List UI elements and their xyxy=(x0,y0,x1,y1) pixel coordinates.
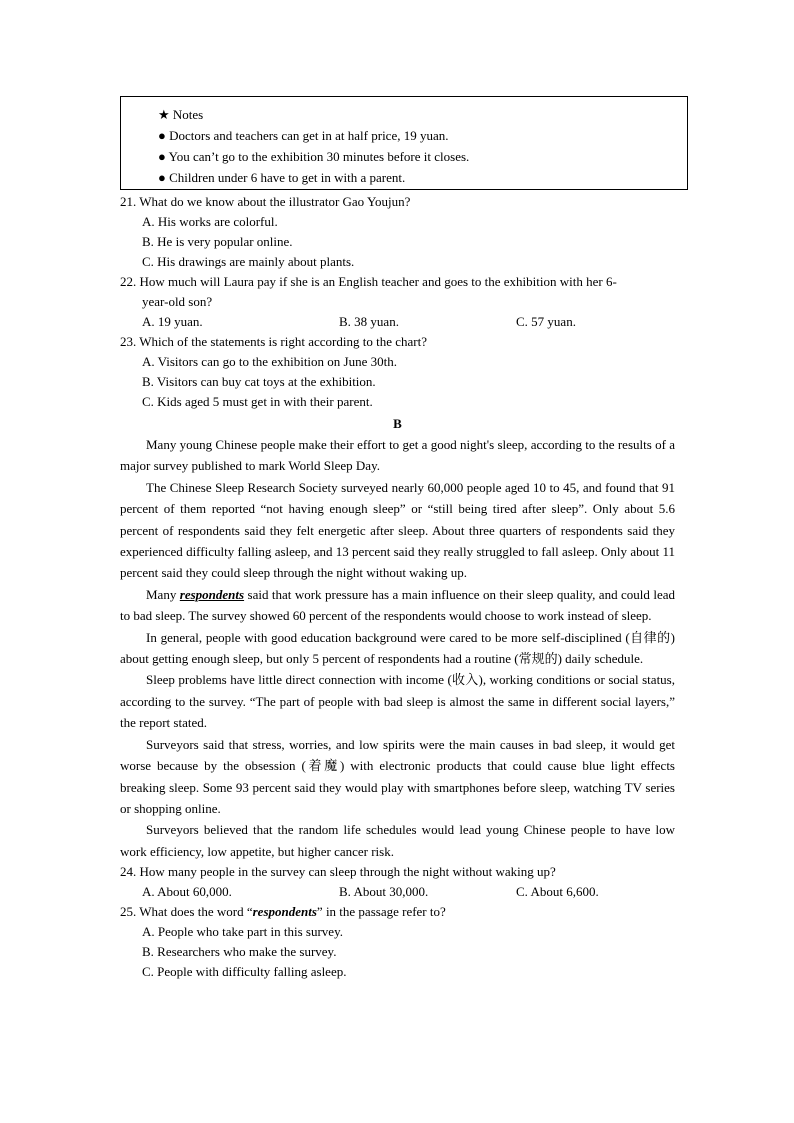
section-heading: B xyxy=(393,416,402,431)
option-b: B. About 30,000. xyxy=(339,884,429,900)
option-c: C. Kids aged 5 must get in with their parent. xyxy=(142,394,373,409)
question-stem-continued: year-old son? xyxy=(142,294,213,309)
option-a: A. About 60,000. xyxy=(142,884,232,900)
notes-item: ● You can’t go to the exhibition 30 minutes before it closes. xyxy=(158,149,470,164)
passage-paragraph xyxy=(120,584,675,627)
option-c: C. 57 yuan. xyxy=(516,314,576,329)
question-22 xyxy=(120,272,675,332)
question-stem: 22. How much will Laura pay if she is an English teacher and goes to the exhibition with her 6- xyxy=(120,274,617,289)
question-24 xyxy=(120,862,675,902)
passage-paragraph: Surveyors said that stress, worries, and low spirits were the main causes in bad sleep, it would get worse because by the obsession (着魔) with electronic products that could cause blue light effects breaking sleep. Some 93 percent said they would play with smartphones before sleep, watching TV series or shopping online. xyxy=(120,736,675,816)
option-b: B. Researchers who make the survey. xyxy=(142,944,337,960)
options-row xyxy=(120,882,675,902)
option-a: A. Visitors can go to the exhibition on June 30th. xyxy=(142,354,397,369)
passage-paragraph: In general, people with good education background were cared to be more self-disciplined (自律的) about getting enough sleep, but only 5 percent of respondents had a routine (常规的) daily schedule. xyxy=(120,629,675,667)
main-content xyxy=(120,192,675,982)
notes-item: ● Doctors and teachers can get in at half price, 19 yuan. xyxy=(158,128,449,143)
passage-text: said that work pressure has a main influence on their sleep quality, and could lead to bad sleep. The survey showed 60 percent of the respondents would choose to work instead of sleep. xyxy=(120,586,675,624)
passage-paragraph: Surveyors believed that the random life schedules would lead young Chinese people to have low work efficiency, low appetite, but higher cancer risk. xyxy=(120,822,675,859)
passage-text: Many xyxy=(146,586,180,602)
option-b: B. He is very popular online. xyxy=(142,234,293,249)
option-b: B. Visitors can buy cat toys at the exhibition. xyxy=(142,374,376,389)
question-stem-text: 25. What does the word “ xyxy=(120,904,253,920)
options-row xyxy=(120,312,675,332)
option-c: C. About 6,600. xyxy=(516,884,599,900)
notes-item: ● Children under 6 have to get in with a parent. xyxy=(158,170,406,185)
passage-paragraph: The Chinese Sleep Research Society surveyed nearly 60,000 people aged 10 to 45, and found that 91 percent of them reported “not having enough sleep” or “still being tired after sleep”. Only about 5.6 percent of respondents said they felt energetic after sleep. About three quarters of respondents said they experienced difficulty falling asleep, and 13 percent said they really struggled to fall asleep. Only about 11 percent said they could sleep through the night without waking up. xyxy=(120,479,675,581)
passage-paragraph: Sleep problems have little direct connection with income (收入), working conditions or social status, according to the survey. “The part of people with bad sleep is almost the same in different social layers,” the report stated. xyxy=(120,672,675,731)
notes-box xyxy=(120,96,688,190)
keyword-respondents: respondents xyxy=(252,904,317,920)
keyword-respondents: respondents xyxy=(179,586,245,602)
option-a: A. People who take part in this survey. xyxy=(142,924,343,940)
option-b: B. 38 yuan. xyxy=(339,314,399,329)
question-23 xyxy=(120,332,675,412)
question-25 xyxy=(120,902,675,982)
question-stem xyxy=(120,902,675,922)
question-stem: 24. How many people in the survey can sleep through the night without waking up? xyxy=(120,864,556,880)
question-stem: 23. Which of the statements is right according to the chart? xyxy=(120,334,427,349)
option-a: A. 19 yuan. xyxy=(142,314,203,329)
option-a: A. His works are colorful. xyxy=(142,214,278,229)
notes-title: ★ Notes xyxy=(158,107,204,122)
question-21 xyxy=(120,192,675,272)
passage-paragraph: Many young Chinese people make their effort to get a good night's sleep, according to the results of a major survey published to mark World Sleep Day. xyxy=(120,437,675,474)
question-stem: 21. What do we know about the illustrator Gao Youjun? xyxy=(120,194,411,209)
option-c: C. People with difficulty falling asleep. xyxy=(142,964,347,980)
option-c: C. His drawings are mainly about plants. xyxy=(142,254,355,269)
question-stem-text: ” in the passage refer to? xyxy=(316,904,446,920)
